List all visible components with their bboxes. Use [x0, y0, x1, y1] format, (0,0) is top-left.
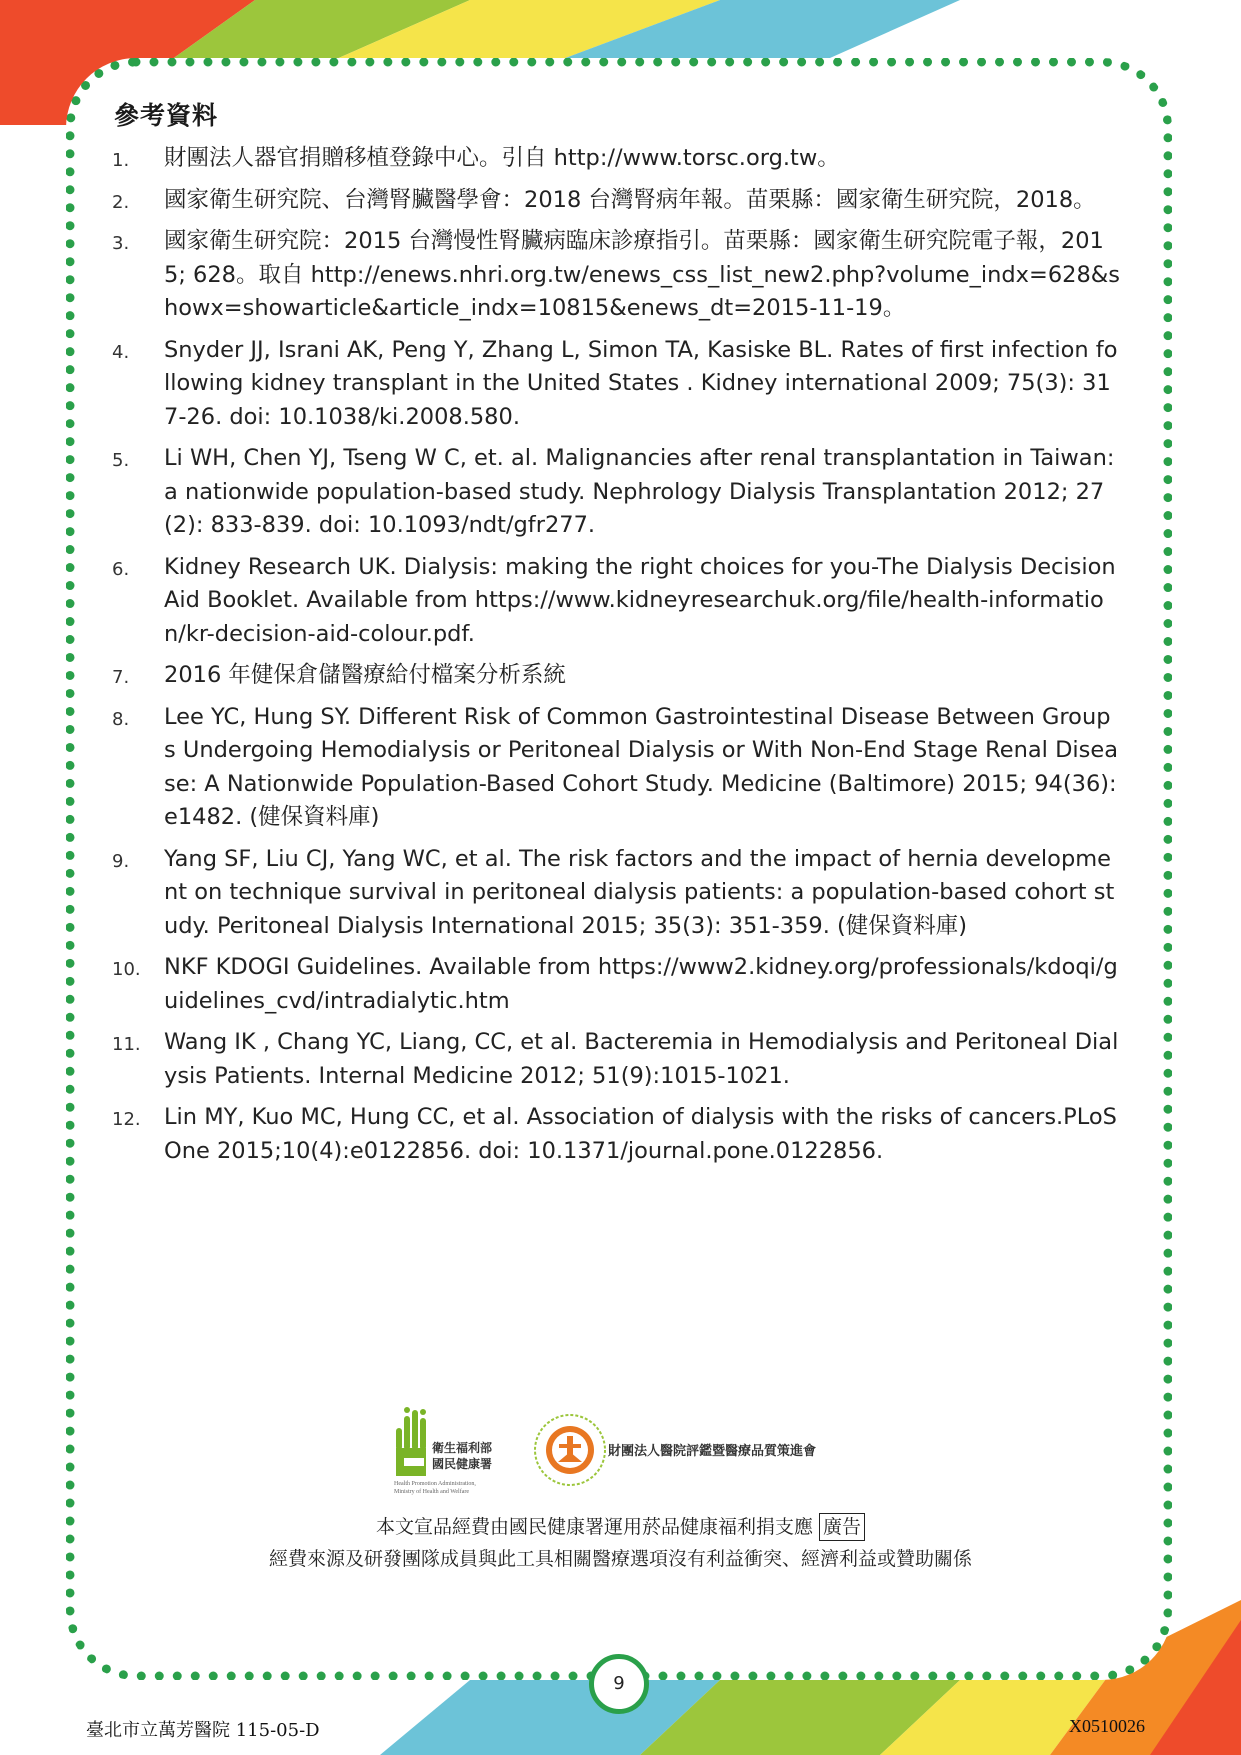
hpa-name-line2: 國民健康署 [432, 1457, 493, 1471]
reference-item [112, 225, 1122, 326]
reference-number: 11. [112, 1034, 141, 1055]
reference-item [112, 701, 1122, 835]
reference-number: 1. [112, 150, 130, 171]
reference-item [112, 1026, 1122, 1093]
reference-number: 4. [112, 341, 130, 363]
reference-item [112, 659, 1122, 693]
page-number: 9 [589, 1654, 649, 1714]
reference-number: 3. [112, 233, 130, 254]
reference-number: 12. [112, 1109, 141, 1130]
reference-number: 9. [112, 850, 130, 872]
reference-number: 6. [112, 558, 130, 580]
sponsor-logos [394, 1404, 864, 1500]
reference-number: 7. [112, 667, 130, 688]
reference-number: 10. [112, 959, 141, 980]
hpa-english-name [394, 1480, 514, 1496]
hpa-name [432, 1440, 492, 1472]
reference-text: Kidney Research UK. Dialysis: making the right choices for you-The Dialysis Decision Aid Booklet. Available from https://www.kidneyresearchuk.org/file/health-information/kr-decision-aid-colour.pdf. [164, 553, 1116, 647]
reference-text: Lin MY, Kuo MC, Hung CC, et al. Association of dialysis with the risks of cancers.PLoS One 2015;10(4):e0122856. doi: 10.1371/journal.pone.0122856. [164, 1104, 1117, 1164]
reference-item [112, 334, 1122, 435]
reference-text: Snyder JJ, Israni AK, Peng Y, Zhang L, Simon TA, Kasiske BL. Rates of first infection following kidney transplant in the United States . Kidney international 2009; 75(3): 317-26. doi: 10.1038/ki.2008.580. [164, 336, 1118, 430]
section-heading: 參考資料 [114, 101, 219, 130]
reference-item [112, 442, 1122, 543]
jct-emblem-icon [532, 1412, 608, 1488]
footer-document-id: X0510026 [1069, 1716, 1145, 1736]
reference-text: Wang IK , Chang YC, Liang, CC, et al. Bacteremia in Hemodialysis and Peritoneal Dialysis Patients. Internal Medicine 2012; 51(9):1015-1021. [164, 1029, 1119, 1089]
hpa-english-line1: Health Promotion Administration, [394, 1481, 476, 1487]
funding-notice [0, 1512, 1241, 1541]
advertisement-label: 廣告 [819, 1513, 865, 1541]
reference-text: 國家衛生研究院：2015 台灣慢性腎臟病臨床診療指引。苗栗縣：國家衛生研究院電子報，2015; 628。取自 http://enews.nhri.org.tw/enews_css_list_new2.php?volume_indx=628&showx=showarticle&article_indx=10815&enews_dt=2015-11-19。 [164, 228, 1121, 321]
reference-item [112, 184, 1122, 218]
reference-item [112, 951, 1122, 1018]
reference-text: Li WH, Chen YJ, Tseng W C, et. al. Malignancies after renal transplantation in Taiwan: a nationwide population-based study. Nephrology Dialysis Transplantation 2012; 27(2): 833-839. doi: 10.1093/ndt/gfr277. [164, 445, 1115, 538]
reference-text: 國家衛生研究院、台灣腎臟醫學會：2018 台灣腎病年報。苗栗縣：國家衛生研究院，2018。 [164, 186, 1096, 213]
reference-item [112, 551, 1122, 652]
reference-text: NKF KDOGI Guidelines. Available from https://www2.kidney.org/professionals/kdoqi/guidelines_cvd/intradialytic.htm [164, 954, 1118, 1014]
health-promotion-administration-logo [394, 1404, 504, 1496]
hpa-english-line2: Ministry of Health and Welfare [394, 1489, 470, 1495]
hpa-name-line1: 衛生福利部 [432, 1441, 493, 1455]
references-section [112, 96, 1122, 1176]
conflict-of-interest-notice: 經費來源及研發團隊成員與此工具相關醫療選項沒有利益衝突、經濟利益或贊助關係 [268, 1548, 972, 1570]
reference-text: 財團法人器官捐贈移植登錄中心。引自 http://www.torsc.org.tw。 [164, 145, 840, 171]
reference-text: 2016 年健保倉儲醫療給付檔案分析系統 [164, 662, 566, 688]
reference-number: 2. [112, 191, 130, 213]
reference-number: 8. [112, 708, 130, 730]
reference-item [112, 843, 1122, 944]
reference-number: 5. [112, 450, 130, 471]
reference-item [112, 142, 1122, 176]
reference-text: Lee YC, Hung SY. Different Risk of Common Gastrointestinal Disease Between Groups Undergoing Hemodialysis or Peritoneal Dialysis or With Non-End Stage Renal Disease: A Nationwide Population-Based Cohort Study. Medicine (Baltimore) 2015; 94(36): e1482. (健保資料庫) [164, 703, 1119, 830]
reference-text: Yang SF, Liu CJ, Yang WC, et al. The risk factors and the impact of hernia development on technique survival in peritoneal dialysis patients: a population-based cohort study. Peritoneal Dialysis International 2015; 35(3): 351-359. (健保資料庫) [164, 845, 1115, 939]
funding-notice-text: 本文宣品經費由國民健康署運用菸品健康福利捐支應 [375, 1516, 813, 1538]
hpa-hand-icon [394, 1406, 430, 1478]
footer-hospital-code: 臺北市立萬芳醫院 115-05-D [86, 1720, 320, 1741]
reference-item [112, 1101, 1122, 1168]
jct-name: 財團法人醫院評鑑暨醫療品質策進會 [608, 1444, 817, 1459]
reference-list [112, 142, 1122, 1168]
